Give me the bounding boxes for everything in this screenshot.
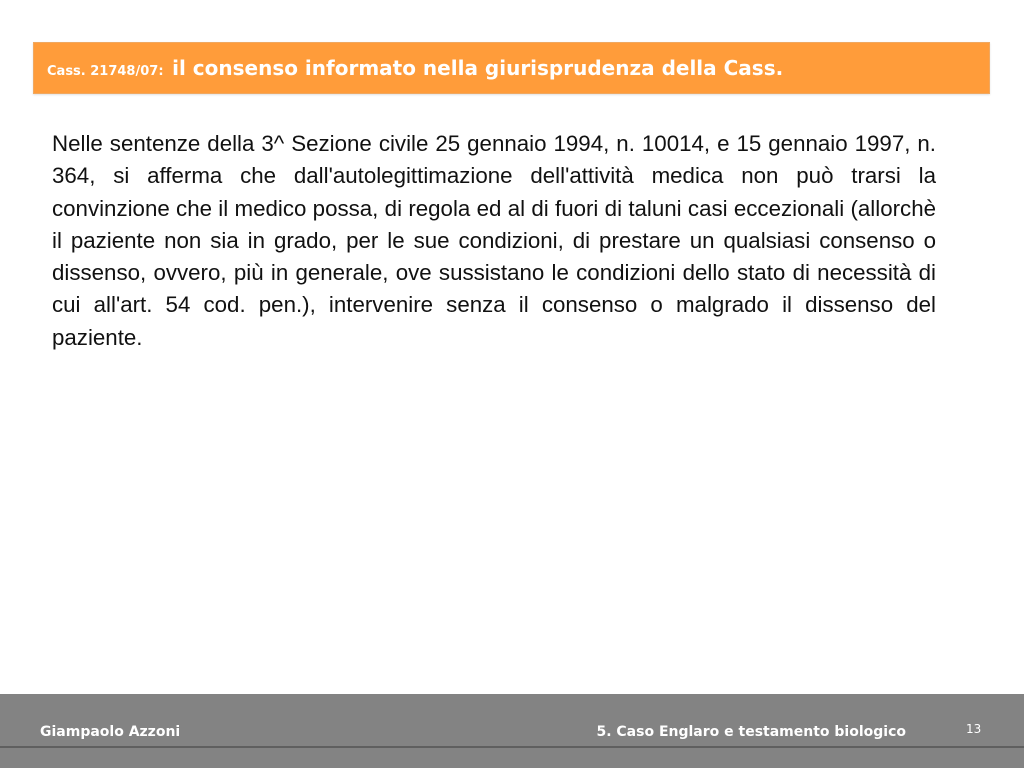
- slide-title: [47, 56, 783, 80]
- title-prefix: Cass. 21748/07:: [47, 64, 164, 79]
- slide-title-bar: [33, 42, 990, 94]
- page-number: 13: [966, 722, 982, 736]
- slide-footer: [0, 694, 1024, 768]
- footer-author: Giampaolo Azzoni: [40, 724, 181, 740]
- footer-chapter-title: 5. Caso Englaro e testamento biologico: [596, 724, 906, 740]
- slide-body-text: Nelle sentenze della 3^ Sezione civile 25 gennaio 1994, n. 10014, e 15 gennaio 1997, n. 364, si afferma che dall'autolegittimazione dell'attività medica non può trarsi la convinzione che il medico possa, di regola ed al di fuori di taluni casi eccezionali (allorchè il paziente non sia in grado, per le sue condizioni, di prestare un qualsiasi consenso o dissenso, ovvero, più in generale, ove sussistano le condizioni dello stato di necessità di cui all'art. 54 cod. pen.), intervenire senza il consenso o malgrado il dissenso del paziente.: [52, 131, 936, 350]
- title-main: il consenso informato nella giurisprudenza della Cass.: [172, 56, 784, 80]
- footer-divider: [0, 746, 1024, 748]
